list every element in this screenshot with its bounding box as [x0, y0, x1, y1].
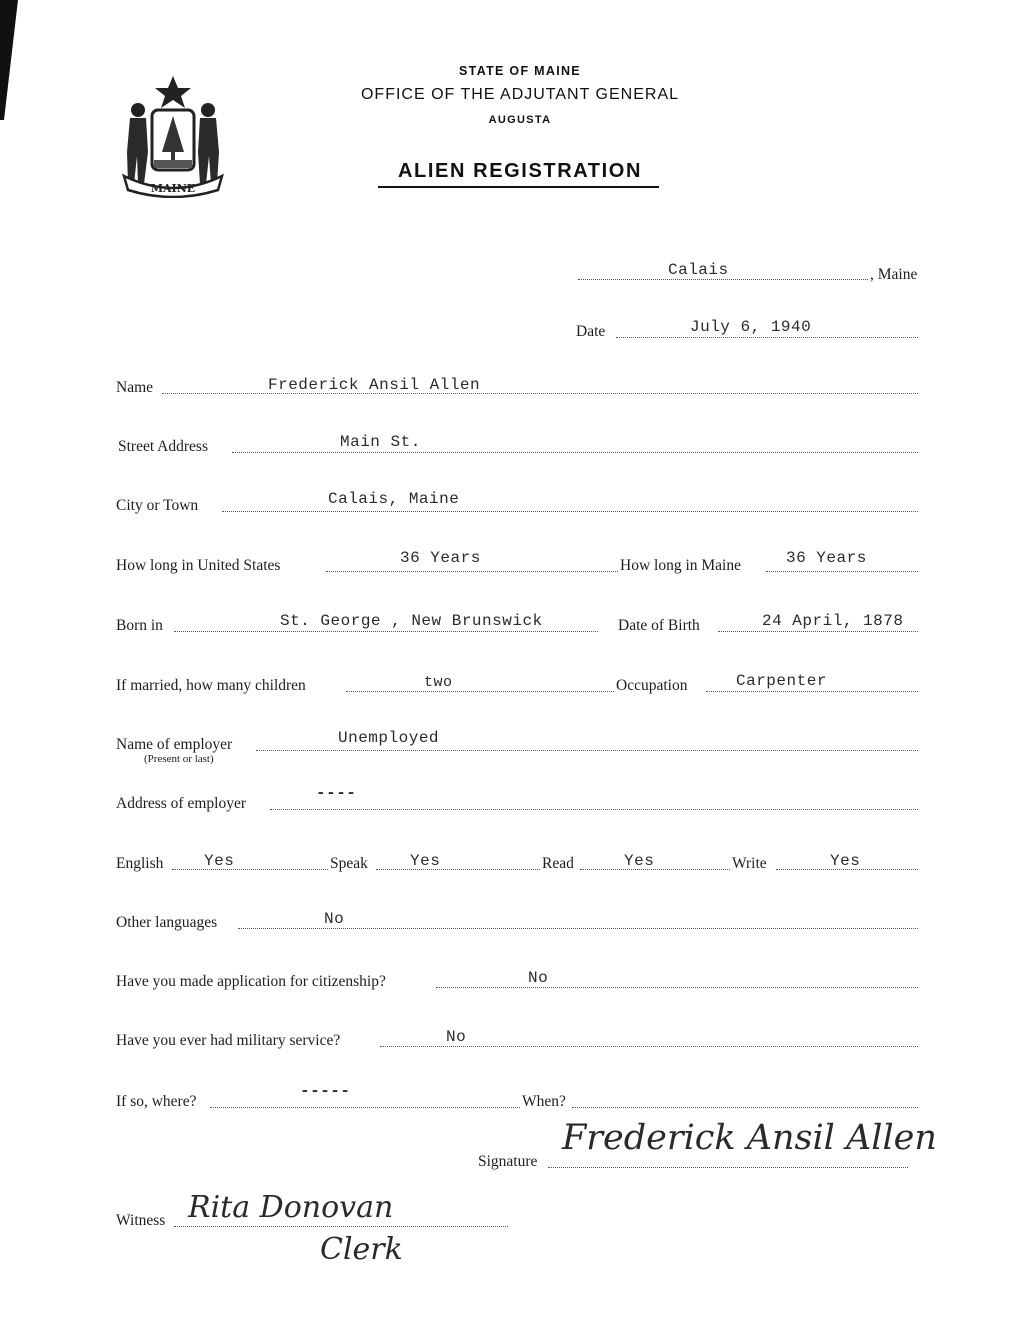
citizenship-value: No: [528, 969, 549, 987]
us-time-line: [326, 571, 618, 572]
dob-label: Date of Birth: [618, 617, 700, 634]
seal-text: MAINE: [150, 182, 196, 195]
street-line: [232, 452, 918, 453]
where-value: -----: [300, 1082, 351, 1100]
speak-line: [376, 869, 540, 870]
witness-line: [174, 1226, 508, 1227]
english-label: English: [116, 855, 164, 872]
city-value: Calais, Maine: [328, 490, 460, 508]
children-value: two: [424, 674, 453, 691]
dob-value: 24 April, 1878: [762, 612, 904, 630]
form-title: ALIEN REGISTRATION: [398, 160, 642, 182]
where-line: [210, 1107, 520, 1108]
witness-label: Witness: [116, 1212, 166, 1229]
when-line: [572, 1107, 918, 1108]
employer-label: Name of employer: [116, 736, 233, 753]
read-line: [580, 869, 730, 870]
read-value: Yes: [624, 852, 655, 870]
name-label: Name: [116, 379, 154, 396]
read-label: Read: [542, 855, 574, 872]
speak-value: Yes: [410, 852, 441, 870]
maine-time-value: 36 Years: [786, 549, 867, 567]
dob-line: [718, 631, 918, 632]
citizenship-line: [436, 987, 918, 988]
office-heading: OFFICE OF THE ADJUTANT GENERAL: [360, 86, 680, 103]
other-languages-value: No: [324, 910, 345, 928]
english-value: Yes: [204, 852, 235, 870]
witness-title: Clerk: [320, 1232, 403, 1267]
title-underline: [378, 186, 659, 188]
city-label: City or Town: [116, 497, 199, 514]
city-line: [222, 511, 918, 512]
state-heading: STATE OF MAINE: [459, 64, 581, 78]
date-value: July 6, 1940: [690, 318, 812, 336]
city-heading: AUGUSTA: [488, 114, 552, 126]
speak-label: Speak: [330, 855, 368, 872]
employer-address-label: Address of employer: [116, 795, 246, 812]
occupation-label: Occupation: [616, 677, 688, 694]
write-label: Write: [732, 855, 767, 872]
place-suffix: , Maine: [870, 266, 918, 283]
other-languages-label: Other languages: [116, 914, 218, 931]
other-languages-line: [238, 928, 918, 929]
military-line: [380, 1046, 918, 1047]
employer-value: Unemployed: [338, 729, 440, 747]
employer-address-value: ----: [316, 784, 357, 802]
maine-time-label: How long in Maine: [620, 557, 741, 574]
employer-address-line: [270, 809, 918, 810]
employer-line: [256, 750, 918, 751]
when-label: When?: [522, 1093, 566, 1110]
children-label: If married, how many children: [116, 677, 306, 694]
children-line: [346, 691, 614, 692]
us-time-label: How long in United States: [116, 557, 281, 574]
us-time-value: 36 Years: [400, 549, 481, 567]
date-line: [616, 337, 918, 338]
signature-label: Signature: [478, 1153, 538, 1170]
street-label: Street Address: [118, 438, 208, 455]
maine-time-line: [766, 571, 918, 572]
witness-signature: Rita Donovan: [188, 1190, 394, 1225]
employer-sublabel: (Present or last): [144, 753, 214, 765]
signature-line: [548, 1167, 908, 1168]
english-line: [172, 869, 328, 870]
date-label: Date: [576, 323, 606, 340]
street-value: Main St.: [340, 433, 421, 451]
born-value: St. George , New Brunswick: [280, 612, 543, 630]
born-label: Born in: [116, 617, 163, 634]
signature-value: Frederick Ansil Allen: [562, 1118, 937, 1158]
citizenship-label: Have you made application for citizenship?: [116, 973, 386, 990]
military-value: No: [446, 1028, 467, 1046]
write-value: Yes: [830, 852, 861, 870]
place-line: [578, 279, 868, 280]
occupation-line: [706, 691, 918, 692]
occupation-value: Carpenter: [736, 672, 827, 690]
military-label: Have you ever had military service?: [116, 1032, 341, 1049]
where-label: If so, where?: [116, 1093, 197, 1110]
born-line: [174, 631, 598, 632]
place-value: Calais: [668, 261, 729, 279]
name-value: Frederick Ansil Allen: [268, 376, 481, 394]
